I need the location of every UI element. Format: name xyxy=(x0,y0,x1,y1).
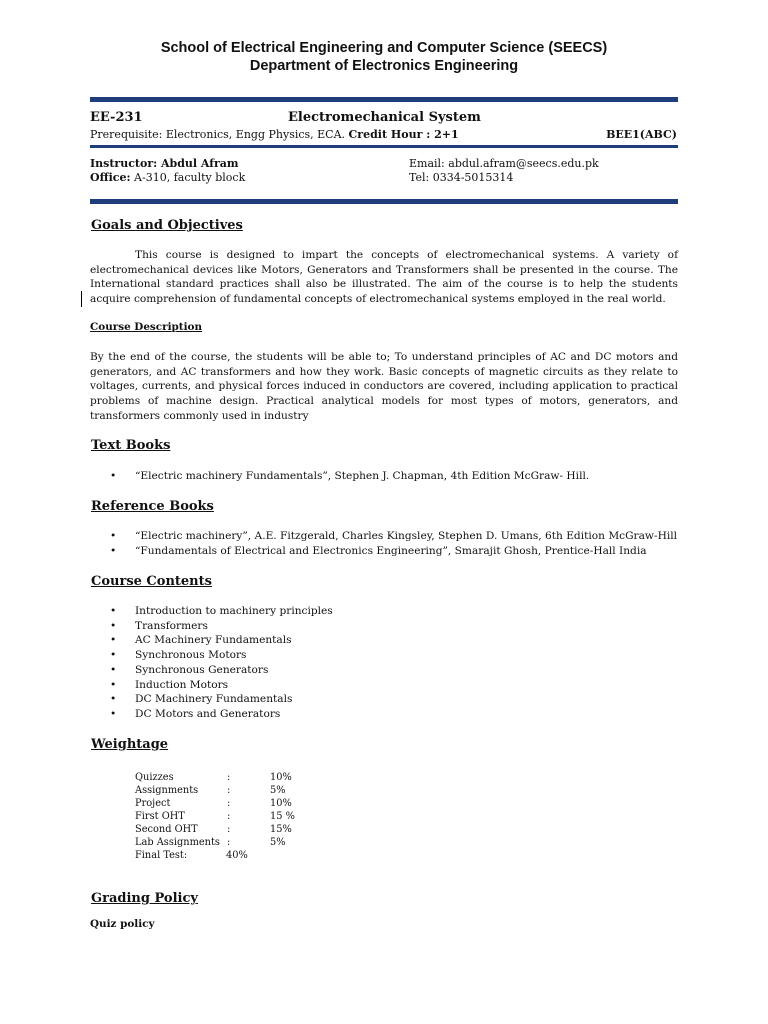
text-books-list xyxy=(110,469,589,484)
course-credit-hour: Credit Hour : 2+1 xyxy=(348,128,459,141)
middle-divider xyxy=(90,145,678,148)
list-item: • Synchronous Motors xyxy=(110,649,247,662)
course-contents-list xyxy=(110,604,333,722)
course-contents-heading: Course Contents xyxy=(91,574,212,589)
instructor-office xyxy=(90,171,245,184)
bottom-divider xyxy=(90,199,678,204)
bullet-icon: • xyxy=(110,605,117,617)
course-description-paragraph: By the end of the course, the students will be able to; To understand principles of AC and DC motors and generators, and AC transformers and how they work. Basic concepts of magnetic circuits as they relate to voltages, currents, and physical forces induced in conductors are covered, including application to practical problems of machine design. Practical analytical models for most types of motors, generators, and transformers commonly used in industry xyxy=(90,351,678,422)
list-item: • “Fundamentals of Electrical and Electronics Engineering”, Smarajit Ghosh, Prentice-Hall India xyxy=(110,544,647,557)
top-divider xyxy=(90,97,678,102)
bullet-icon: • xyxy=(110,678,117,691)
bullet-icon: • xyxy=(110,693,117,706)
office-value: A-310, faculty block xyxy=(134,171,246,184)
bullet-icon: • xyxy=(110,707,117,720)
bullet-icon: • xyxy=(110,619,117,632)
list-item: • Transformers xyxy=(110,619,208,632)
course-title: Electromechanical System xyxy=(288,110,481,125)
department-heading: Department of Electronics Engineering xyxy=(249,58,519,74)
bullet-icon: • xyxy=(110,470,117,482)
instructor-email: Email: abdul.afram@seecs.edu.pk xyxy=(409,157,599,170)
course-prerequisite: Prerequisite: Electronics, Engg Physics, ECA. xyxy=(90,128,346,141)
list-item: • AC Machinery Fundamentals xyxy=(110,634,292,647)
document-page: School of Electrical Engineering and Computer Science (SEECS) Department of Electronics Engineering EE-231 Electromechanical System Prerequisite: Electronics, Engg Physics, ECA. Credit Hour : 2+1 BEE1(ABC) Instructor: Abdul Afram Email: abdul.afram@seecs.edu.pk Office: A-310, faculty block Tel: 0334-5015314 Goals and Objectives This course is designed to impart the concepts of electromechanical systems. A variety of electromechanical devices like Motors, Generators and Transformers shall be presented in the course. The International standard practices shall also be illustrated. The aim of the course is to help the students acquire comprehension of fundamental concepts of electromechanical systems employed in the real world. Course Description By the end of the course, the students will be able to; To understand principles of AC and DC motors and generators, and AC transformers and how they work. Basic concepts of magnetic circuits as they relate to voltages, currents, and physical forces induced in conductors are covered, including application to practical problems of machine design. Practical analytical models for most types of motors, generators, and transformers commonly used in industry Text Books • “Electric machinery Fundamentals”, Stephen J. Chapman, 4th Edition McGraw- Hill. Reference Books • “Electric machinery”, A.E. Fitzgerald, Charles Kingsley, Stephen D. Umans, 6th Edition McGraw-Hill • “Fundamentals of Electrical and Electronics Engineering”, Smarajit Ghosh, Prentice-Hall India Course Contents • Introduction to machinery principles • Transformers • AC Machinery Fundamentals • Synchronous Motors • Synchronous Generators • Induction Motors • DC Machinery Fundamentals • DC Motors and Generators Weightage Quizzes : 10% Assignments : 5% Project : 10% First OHT : 15 % Second OHT : 15% Lab Assignments : 5% Final Test: 40% Grading Policy Quiz policy xyxy=(0,0,768,1024)
goals-heading: Goals and Objectives xyxy=(91,218,243,233)
bullet-icon: • xyxy=(110,530,117,542)
office-label: Office: xyxy=(90,171,131,184)
course-prerequisite-line xyxy=(90,128,459,141)
list-item: • Synchronous Generators xyxy=(110,663,269,676)
course-class: BEE1(ABC) xyxy=(606,128,677,141)
instructor-tel: Tel: 0334-5015314 xyxy=(409,171,514,184)
reference-books-heading: Reference Books xyxy=(91,499,214,514)
bullet-icon: • xyxy=(110,634,117,647)
goals-paragraph: This course is designed to impart the concepts of electromechanical systems. A variety of electromechanical devices like Motors, Generators and Transformers shall be presented in the course. The International standard practices shall also be illustrated. The aim of the course is to help the students acquire comprehension of fundamental concepts of electromechanical systems employed in the real world. xyxy=(90,249,678,306)
list-item: • “Electric machinery”, A.E. Fitzgerald, Charles Kingsley, Stephen D. Umans, 6th Edition McGraw-Hill xyxy=(110,530,677,542)
bullet-icon: • xyxy=(110,649,117,662)
list-item: • DC Motors and Generators xyxy=(110,707,281,720)
list-item: • Introduction to machinery principles xyxy=(110,605,333,617)
bullet-icon: • xyxy=(110,663,117,676)
course-code: EE-231 xyxy=(90,110,143,125)
school-heading: School of Electrical Engineering and Computer Science (SEECS) xyxy=(160,40,608,56)
list-item: • DC Machinery Fundamentals xyxy=(110,693,293,706)
text-cursor xyxy=(81,291,82,307)
bullet-icon: • xyxy=(110,544,117,557)
grading-policy-heading: Grading Policy xyxy=(91,891,198,906)
reference-books-list xyxy=(110,529,677,558)
list-item: • Induction Motors xyxy=(110,678,229,691)
text-books-heading: Text Books xyxy=(91,438,171,453)
quiz-policy-label: Quiz policy xyxy=(90,918,155,930)
list-item: • “Electric machinery Fundamentals”, Stephen J. Chapman, 4th Edition McGraw- Hill. xyxy=(110,470,590,482)
course-description-heading: Course Description xyxy=(90,321,203,333)
weightage-heading: Weightage xyxy=(91,737,169,752)
instructor-name: Instructor: Abdul Afram xyxy=(90,157,239,170)
